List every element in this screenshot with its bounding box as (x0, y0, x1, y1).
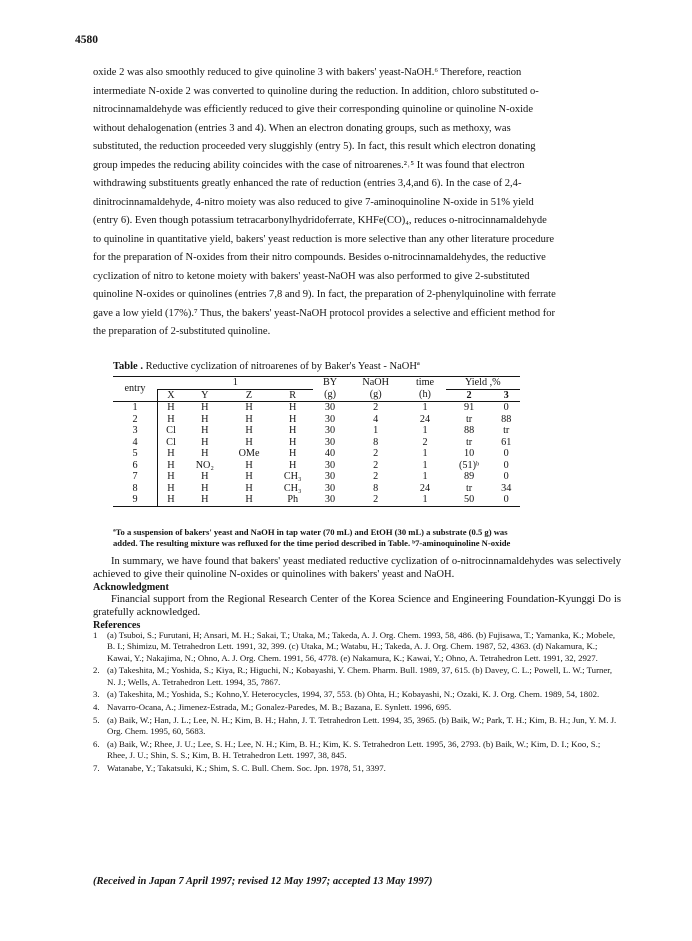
table-cell: H (226, 494, 273, 506)
body-line: without dehalogenation (entries 3 and 4). When an electron donating groups, such as methoxy, was (93, 122, 511, 134)
table-group-header-row (113, 377, 520, 390)
table-row (113, 460, 520, 472)
summary-paragraph: In summary, we have found that bakers' yeast mediated reductive cyclization of o-nitrocinnamaldehydes was selectively achieved to give their quinoline N-oxides or quinolines with bakers' yeast and NaOH. (93, 556, 621, 580)
table-cell: OMe (238, 448, 260, 459)
body-paragraph (93, 64, 621, 342)
table-cell: H (158, 414, 184, 426)
table-row (113, 494, 520, 506)
table-row (113, 471, 520, 483)
header-yield: Yield ,% (446, 377, 520, 390)
table-row (113, 483, 520, 495)
table-cell: H (289, 436, 297, 448)
reference-item (93, 763, 621, 774)
table-row (113, 437, 520, 449)
table-cell: Ph (272, 494, 313, 506)
references-list (93, 630, 621, 776)
table-cell: 0 (492, 494, 520, 506)
results-table (113, 376, 520, 507)
reference-item (93, 689, 621, 700)
body-line: (entry 6). Even though potassium tetracarbonylhydridoferrate, KHFe(CO)₄, reduces o-nitrocinnamaldehyde (93, 215, 547, 226)
reference-text: Navarro-Ocana, A.; Jimenez-Estrada, M.; Gonalez-Paredes, M. B.; Bazana, E. Synlett. 1996, 695. (107, 702, 452, 713)
table-cell: H (245, 471, 253, 482)
table-cell: 30 (324, 413, 336, 425)
sub-header-by-unit: (g) (313, 389, 347, 402)
table-cell: tr (465, 436, 473, 448)
table-cell: 10 (463, 448, 475, 459)
table-cell: H (201, 471, 209, 482)
table-cell: tr (465, 413, 473, 425)
table-cell: 88 (463, 425, 475, 436)
table-cell: 88 (501, 413, 512, 425)
table-cell: H (289, 402, 297, 413)
table-cell: 2 (373, 448, 379, 459)
table-cell: tr (503, 425, 510, 436)
table-cell: H (245, 425, 253, 436)
sub-header-r: R (272, 389, 313, 402)
table-cell: H (201, 425, 209, 436)
entry-cell: 6 (132, 459, 138, 471)
sub-header-yield-3: 3 (492, 389, 520, 402)
table-cell: 2 (347, 494, 404, 506)
table-cell: H (201, 482, 209, 494)
reference-text: (a) Takeshita, M.; Yoshida, S.; Kiya, R.; Higuchi, N.; Kobayashi, Y. Chem. Pharm. Bull. 1989, 37, 615. (b) Davey, C. L.; Powell, L. W.; Turner, N. J.; Wells, A. Tetrahedron Lett. 1994, 35, 7867. (107, 665, 613, 687)
reference-number: 7. (93, 763, 100, 774)
table-cell: tr (465, 482, 473, 494)
table-cell: 30 (324, 482, 336, 494)
table-cell: 0 (503, 459, 509, 471)
body-line: the preparation of 2-substituted quinoline. (93, 326, 271, 337)
body-line: dinitrocinnamaldehyde, 4-nitro moiety was also reduced to give 7-aminoquinoline N-oxide in 51% yield (93, 196, 534, 208)
body-line: cyclization of nitro to ketone moiety with bakers' yeast-NaOH was also performed to give 2-substituted (93, 270, 530, 282)
page-number: 4580 (75, 34, 98, 46)
entry-cell: 5 (132, 448, 138, 459)
table-cell: H (158, 460, 184, 472)
table-footnote: added. The resulting mixture was refluxed for the time period described in Table. ᵇ7-aminoquinoline N-oxide (113, 538, 511, 548)
table-cell: 50 (446, 494, 493, 506)
reference-item (93, 665, 621, 688)
table-cell: 61 (501, 436, 512, 448)
table-cell: CH₃ (283, 471, 302, 482)
table-cell: 8 (373, 436, 379, 448)
table-cell: 0 (503, 402, 509, 413)
header-naoh: NaOH (347, 377, 404, 390)
summary-section (93, 556, 621, 633)
table-sub-header-row (113, 389, 520, 402)
table-cell: 91 (463, 402, 475, 413)
table-footnote: ªTo a suspension of bakers' yeast and NaOH in tap water (70 mL) and EtOH (30 mL) a substrate (0.5 g) was (113, 527, 508, 537)
table-cell: 30 (324, 471, 336, 482)
header-entry: entry (113, 377, 158, 402)
table-cell: H (201, 436, 209, 448)
table-cell: 1 (422, 402, 428, 413)
table-cell: H (245, 459, 253, 471)
table-cell: CH₃ (283, 482, 302, 494)
table-cell: 0 (503, 471, 509, 482)
table-cell: 0 (503, 448, 509, 459)
table-caption (113, 361, 420, 372)
table-cell: H (201, 402, 209, 413)
table-cell: H (245, 402, 253, 413)
body-line: withdrawing substituents greatly enhanced the rate of reduction (entries 3,4,and 6). In the case of 2,4- (93, 178, 522, 189)
table-cell: (51)ᵇ (458, 459, 480, 471)
body-line: for the preparation of N-oxides from their nitro compounds. Besides o-nitrocinnamaldehydes, the reductive (93, 252, 546, 263)
table-cell: 30 (324, 436, 336, 448)
header-by: BY (313, 377, 347, 390)
reference-number: 4. (93, 702, 100, 713)
table-footnotes (113, 527, 533, 549)
entry-cell: 1 (132, 402, 138, 413)
table-cell: 89 (463, 471, 475, 482)
sub-header-yield-2: 2 (446, 389, 493, 402)
reference-text: (a) Takeshita, M.; Yoshida, S.; Kohno,Y. Heterocycles, 1994, 37, 553. (b) Ohta, H.; Kobayashi, N.; Ozaki, K. J. Org. Chem. 1989, 54, 1802. (107, 689, 600, 700)
table-cell: H (289, 459, 297, 471)
table-cell: H (158, 483, 184, 495)
reference-text: (a) Baik, W.; Rhee, J. U.; Lee, S. H.; Lee, N. H.; Kim, B. H.; Kim, K. S. Tetrahedron Lett. 1995, 36, 2793. (b) Baik, W.; Kim, D. I.; Koo, S.; Rhee, J. U.; Shin, S. S.; Kim, B. H. Tetrahedron Lett. 1997, 38, 845. (107, 739, 601, 761)
table-cell: 1 (422, 459, 428, 471)
table-cell: 1 (404, 494, 445, 506)
table-cell: 30 (313, 494, 347, 506)
table-cell: 24 (419, 413, 431, 425)
body-line: group impedes the reducing ability coincides with the case of nitroarenes.²˒⁵ It was found that electron (93, 159, 525, 171)
entry-cell: 7 (132, 471, 138, 482)
reference-number: 1 (93, 630, 98, 640)
table-cell: 40 (324, 448, 336, 459)
body-line: gave a low yield (17%).⁷ Thus, the bakers' yeast-NaOH protocol provides a selective and efficient method for (93, 307, 556, 319)
reference-item (93, 715, 621, 738)
table-cell: 1 (422, 448, 428, 459)
reference-item (93, 702, 621, 713)
reference-text: (a) Tsuboi, S.; Furutani, H; Ansari, M. H.; Sakai, T.; Utaka, M.; Takeda, A. J. Org. Chem. 1993, 58, 486. (b) Fujisawa, T.; Yamanka, K.; Mobele, B. I.; Shimizu, M. Tetrahedron Lett. 1991, 32, 399. (c) Utaka, M.; Watabu, H.; Takeda, A. J. Org. Chem. 1987, 52, 4363. (d) Nakamura, K.; Kawai, Y.; Nakajima, N.; Ohno, A. J. Org. Chem. 1991, 56, 4778. (e) Nakamura, K.; Kawai, Y.; Ohno, A. Tetrahedron Lett. 1991, 32, 2927. (107, 630, 616, 663)
body-line: substituted, the reduction proceeded very sluggishly (entry 5). In fact, this result which electron donating (93, 141, 536, 152)
entry-cell: 4 (132, 436, 138, 448)
reference-number: 3. (93, 689, 100, 700)
table-cell: H (184, 494, 226, 506)
table-cell: 2 (373, 471, 379, 482)
table-cell: 34 (501, 482, 512, 494)
entry-cell: 2 (132, 413, 138, 425)
table-row (113, 448, 520, 460)
table-cell: H (158, 471, 184, 483)
body-line: nitrocinnamaldehyde was efficiently reduced to give their corresponding quinoline or quinoline N-oxide (93, 104, 534, 115)
sub-header-time-unit: (h) (404, 389, 445, 402)
sub-header-z: Z (226, 389, 273, 402)
reference-number: 2. (93, 665, 100, 676)
table-cell: 1 (422, 425, 428, 436)
references-heading: References (93, 619, 141, 631)
entry-cell: 8 (132, 482, 138, 494)
table-cell: Cl (158, 437, 184, 449)
table-cell: 4 (373, 413, 379, 425)
entry-cell: 3 (132, 425, 138, 436)
reference-number: 6. (93, 739, 100, 750)
table-cell: H (245, 413, 253, 425)
table-cell: H (289, 448, 297, 459)
acknowledgment-text: Financial support from the Regional Research Center of the Korea Science and Engineering Foundation-Kyunggi Do is gratefully acknowledged. (93, 594, 621, 619)
reference-text: (a) Baik, W.; Han, J. L.; Lee, N. H.; Kim, B. H.; Hahn, J. T. Tetrahedron Lett. 1994, 35, 3965. (b) Baik, W.; Park, T. H.; Kim, B. H.; Jun, Y. M. J. Org. Chem. 1995, 60, 5683. (107, 715, 617, 737)
body-line: quinoline N-oxides or quinolines (entries 7,8 and 9). In fact, the preparation of 2-phenylquinoline with ferrate (93, 289, 556, 300)
reference-text: Watanabe, Y.; Takatsuki, K.; Shim, S. C. Bull. Chem. Soc. Jpn. 1978, 51, 3397. (107, 763, 386, 774)
table-cell: H (245, 482, 253, 494)
table-cell: H (289, 413, 297, 425)
table-title: Reductive cyclization of nitroarenes of by Baker's Yeast - NaOHª (145, 361, 420, 372)
acknowledgment-heading: Acknowledgment (93, 581, 169, 593)
body-line: to quinoline in quantitative yield, bakers' yeast reduction is more selective than any other literature procedure (93, 233, 555, 245)
table-cell: 8 (373, 482, 379, 494)
reference-item (93, 630, 621, 664)
table-cell: 30 (324, 402, 336, 413)
table-cell: 1 (373, 425, 379, 436)
table-cell: H (289, 425, 297, 436)
table-cell: 30 (324, 459, 336, 471)
reference-number: 5. (93, 715, 100, 726)
table-cell: Cl (158, 425, 184, 437)
entry-cell: 9 (113, 494, 158, 506)
sub-header-y: Y (184, 389, 226, 402)
header-time: time (404, 377, 445, 390)
table-cell: H (158, 402, 184, 414)
table-cell: 2 (422, 436, 428, 448)
table-cell: NO₂ (195, 459, 214, 471)
table-cell: H (245, 436, 253, 448)
table-cell: H (201, 413, 209, 425)
reference-item (93, 739, 621, 762)
table-cell: H (158, 494, 184, 506)
table-cell: 24 (419, 482, 431, 494)
table-cell: 2 (373, 459, 379, 471)
table-row (113, 414, 520, 426)
table-row (113, 425, 520, 437)
table-label: Table . (113, 361, 143, 372)
table-cell: H (158, 448, 184, 460)
table-cell: 2 (373, 402, 379, 413)
header-substrate: 1 (158, 377, 314, 390)
received-dates: (Received in Japan 7 April 1997; revised 12 May 1997; accepted 13 May 1997) (93, 876, 433, 887)
sub-header-x: X (158, 389, 184, 402)
body-line: oxide 2 was also smoothly reduced to give quinoline 3 with bakers' yeast-NaOH.⁶ Therefore, reaction (93, 67, 522, 78)
body-line: intermediate N-oxide 2 was converted to quinoline during the reduction. In addition, chloro substituted o- (93, 85, 539, 97)
sub-header-naoh-unit: (g) (347, 389, 404, 402)
table-cell: 1 (422, 471, 428, 482)
table-cell: 30 (324, 425, 336, 436)
table-cell: H (201, 448, 209, 459)
table-row (113, 402, 520, 414)
